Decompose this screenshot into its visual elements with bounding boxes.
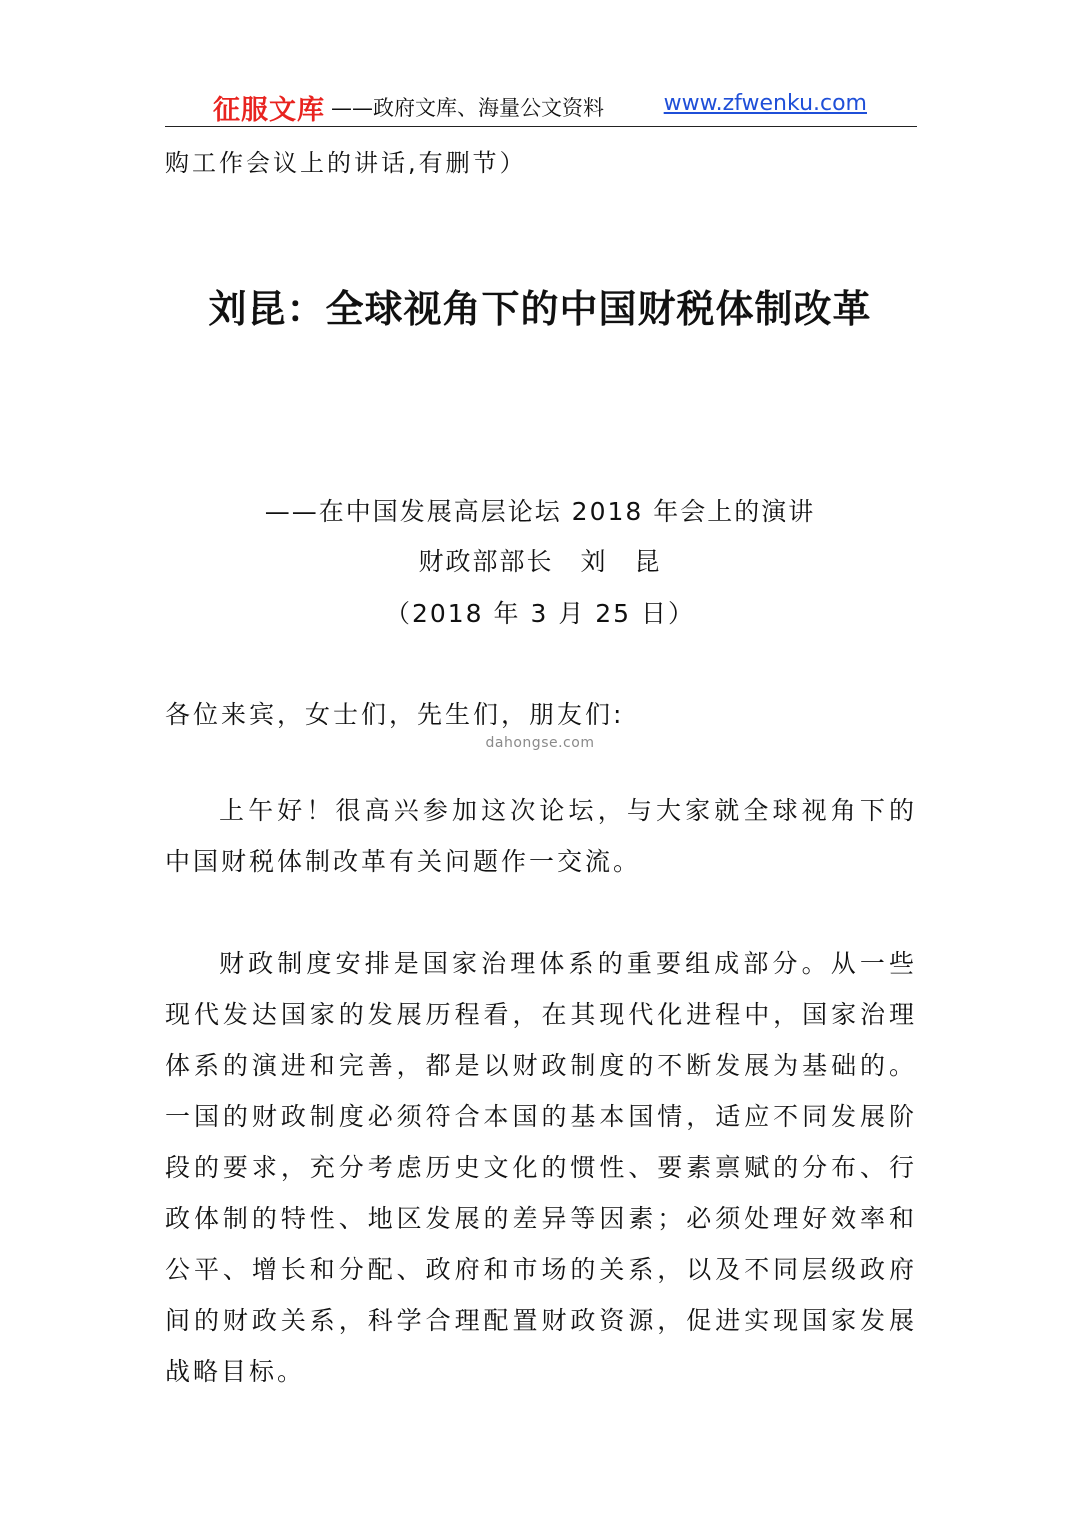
site-url-link[interactable]: www.zfwenku.com bbox=[663, 91, 867, 116]
body-paragraph-2: 财政制度安排是国家治理体系的重要组成部分。从一些现代发达国家的发展历程看，在其现代化进程中，国家治理体系的演进和完善，都是以财政制度的不断发展为基础的。一国的财政制度必须符合本国的基本国情，适应不同发展阶段的要求，充分考虑历史文化的惯性、要素禀赋的分布、行政体制的特性、地区发展的差异等因素；必须处理好效率和公平、增长和分配、政府和市场的关系，以及不同层级政府间的财政关系，科学合理配置财政资源，促进实现国家发展战略目标。 bbox=[165, 949, 917, 1386]
author-byline: 财政部部长 刘 昆 bbox=[418, 547, 662, 576]
watermark-text: dahongse.com bbox=[485, 735, 595, 751]
salutation: 各位来宾，女士们，先生们，朋友们: bbox=[165, 700, 625, 729]
speech-date: （2018 年 3 月 25 日） bbox=[384, 599, 696, 628]
brand-logo-text: 征服文库 bbox=[213, 95, 325, 126]
body-paragraph-1: 上午好！很高兴参加这次论坛，与大家就全球视角下的中国财税体制改革有关问题作一交流。 bbox=[165, 796, 917, 876]
header-tagline: ——政府文库、海量公文资料 bbox=[331, 96, 604, 120]
document-title: 刘昆：全球视角下的中国财税体制改革 bbox=[208, 287, 872, 331]
page-header bbox=[165, 80, 917, 127]
carry-over-line: 购工作会议上的讲话,有删节） bbox=[165, 149, 527, 177]
document-subtitle: ——在中国发展高层论坛 2018 年会上的演讲 bbox=[264, 497, 816, 526]
